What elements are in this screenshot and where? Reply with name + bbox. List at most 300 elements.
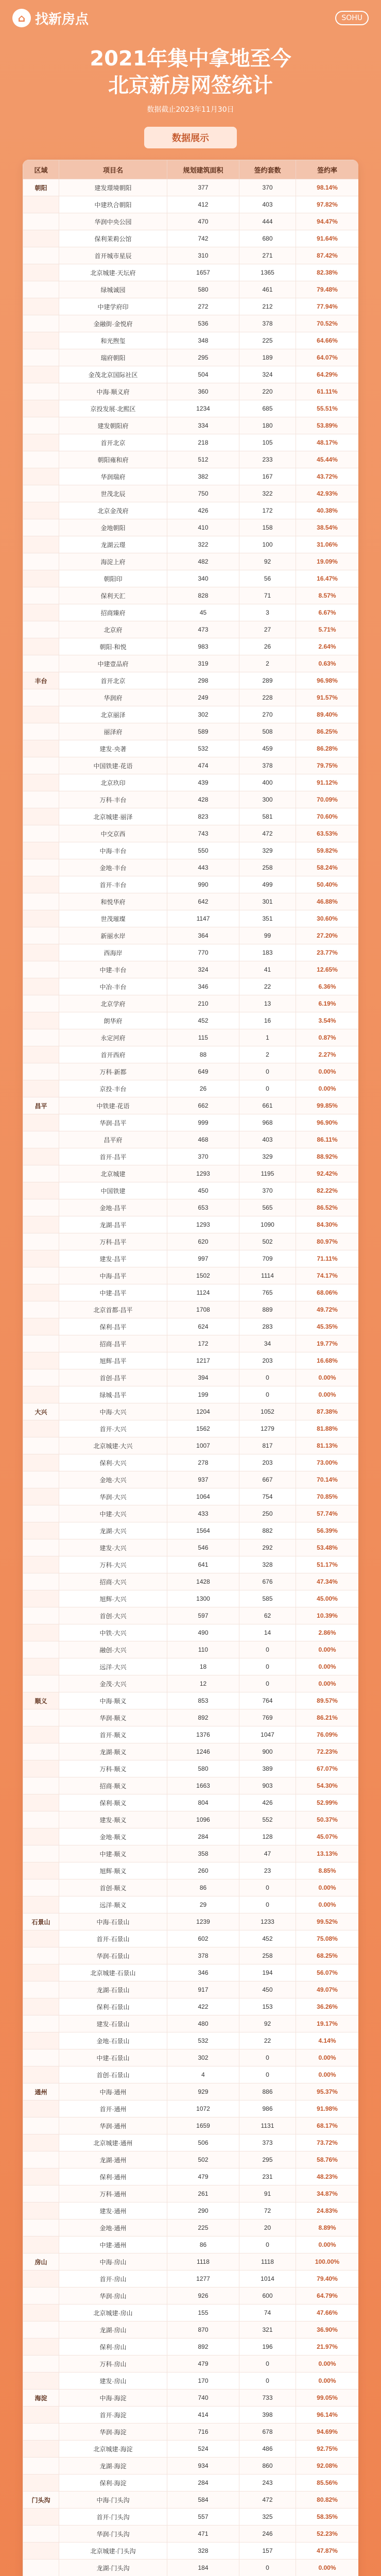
table-row (23, 978, 359, 995)
planned-area-cell: 937 (167, 1471, 239, 1488)
table-row (23, 536, 359, 553)
signing-rate-cell: 5.71% (296, 621, 359, 638)
planned-area-cell: 620 (167, 1233, 239, 1250)
region-cell (23, 1726, 59, 1743)
title-line-2: 北京新房网签统计 (108, 74, 273, 97)
signed-units-cell: 1114 (239, 1267, 296, 1284)
signing-rate-cell: 0.00% (296, 1080, 359, 1097)
table-row (23, 468, 359, 485)
signing-rate-cell: 51.17% (296, 1556, 359, 1573)
signing-rate-cell: 86.25% (296, 723, 359, 740)
table-row (23, 1233, 359, 1250)
planned-area-cell: 770 (167, 944, 239, 961)
project-name-cell: 首开·门头沟 (59, 2509, 167, 2526)
planned-area-cell: 322 (167, 536, 239, 553)
region-cell (23, 1930, 59, 1947)
signing-rate-cell: 86.21% (296, 1709, 359, 1726)
signed-units-cell: 817 (239, 1437, 296, 1454)
signing-rate-cell: 52.23% (296, 2526, 359, 2543)
signing-rate-cell: 72.23% (296, 1743, 359, 1760)
region-cell: 昌平 (23, 1097, 59, 1114)
signing-rate-cell: 45.07% (296, 1828, 359, 1845)
signing-rate-cell: 0.00% (296, 2560, 359, 2576)
table-row (23, 2406, 359, 2424)
col-project: 项目名 (59, 160, 167, 179)
region-cell (23, 468, 59, 485)
project-name-cell: 首创·大兴 (59, 1607, 167, 1624)
signing-rate-cell: 85.56% (296, 2475, 359, 2492)
table-row (23, 2270, 359, 2287)
region-cell (23, 978, 59, 995)
table-row (23, 179, 359, 196)
signed-units-cell: 1118 (239, 2253, 296, 2270)
signing-rate-cell: 43.72% (296, 468, 359, 485)
table-row (23, 1522, 359, 1539)
region-cell (23, 553, 59, 570)
project-name-cell: 华润中央公园 (59, 213, 167, 230)
table-row (23, 1386, 359, 1403)
signed-units-cell: 0 (239, 1896, 296, 1913)
planned-area-cell: 1072 (167, 2100, 239, 2117)
signed-units-cell: 0 (239, 1879, 296, 1896)
project-name-cell: 万科·新都 (59, 1063, 167, 1080)
project-name-cell: 中海·海淀 (59, 2389, 167, 2406)
table-row (23, 757, 359, 774)
tab-data-display[interactable]: 数据展示 (144, 127, 237, 148)
region-cell (23, 1301, 59, 1318)
signing-rate-cell: 45.44% (296, 451, 359, 468)
table-row (23, 502, 359, 519)
planned-area-cell: 328 (167, 2543, 239, 2560)
table-row (23, 1675, 359, 1692)
table-row (23, 876, 359, 893)
signed-units-cell: 99 (239, 927, 296, 944)
table-row (23, 2441, 359, 2458)
region-cell (23, 366, 59, 383)
signed-units-cell: 426 (239, 1794, 296, 1811)
signed-units-cell: 900 (239, 1743, 296, 1760)
signed-units-cell: 47 (239, 1845, 296, 1862)
region-cell (23, 1675, 59, 1692)
project-name-cell: 中国铁建 (59, 1182, 167, 1199)
signing-rate-cell: 58.24% (296, 859, 359, 876)
planned-area-cell: 926 (167, 2287, 239, 2304)
signed-units-cell: 398 (239, 2406, 296, 2424)
planned-area-cell: 602 (167, 1930, 239, 1947)
project-name-cell: 金地·丰台 (59, 859, 167, 876)
planned-area-cell: 261 (167, 2185, 239, 2202)
planned-area-cell: 45 (167, 604, 239, 621)
planned-area-cell: 4 (167, 2066, 239, 2083)
signing-rate-cell: 84.30% (296, 1216, 359, 1233)
signed-units-cell: 105 (239, 434, 296, 451)
project-name-cell: 金茂·大兴 (59, 1675, 167, 1692)
table-header (23, 160, 359, 179)
signed-units-cell: 321 (239, 2321, 296, 2338)
signing-rate-cell: 13.13% (296, 1845, 359, 1862)
signing-rate-cell: 58.35% (296, 2509, 359, 2526)
project-name-cell: 万科·大兴 (59, 1556, 167, 1573)
table-row (23, 1420, 359, 1437)
project-name-cell: 金茂北京国际社区 (59, 366, 167, 383)
region-cell (23, 570, 59, 587)
planned-area-cell: 823 (167, 808, 239, 825)
signing-rate-cell: 70.60% (296, 808, 359, 825)
table-row (23, 1573, 359, 1590)
region-cell (23, 1148, 59, 1165)
table-row (23, 1352, 359, 1369)
table-row (23, 2168, 359, 2185)
table-row (23, 383, 359, 400)
region-cell (23, 196, 59, 213)
region-cell (23, 1760, 59, 1777)
table-row (23, 2321, 359, 2338)
project-name-cell: 北京城建 (59, 1165, 167, 1182)
planned-area-cell: 225 (167, 2219, 239, 2236)
planned-area-cell: 557 (167, 2509, 239, 2526)
region-cell (23, 842, 59, 859)
signing-rate-cell: 56.07% (296, 1964, 359, 1981)
signed-units-cell: 765 (239, 1284, 296, 1301)
table-row (23, 230, 359, 247)
planned-area-cell: 382 (167, 468, 239, 485)
signed-units-cell: 225 (239, 332, 296, 349)
table-row (23, 264, 359, 281)
table-row (23, 349, 359, 366)
brand-logo[interactable] (12, 9, 89, 28)
region-cell (23, 281, 59, 298)
table-row (23, 2100, 359, 2117)
project-name-cell: 中建玖合朝阳 (59, 196, 167, 213)
project-name-cell: 首开·顺义 (59, 1726, 167, 1743)
signed-units-cell: 508 (239, 723, 296, 740)
region-cell (23, 2066, 59, 2083)
signed-units-cell: 1052 (239, 1403, 296, 1420)
signed-units-cell: 764 (239, 1692, 296, 1709)
region-cell (23, 1590, 59, 1607)
region-cell: 顺义 (23, 1692, 59, 1709)
signed-units-cell: 0 (239, 1641, 296, 1658)
signing-rate-cell: 53.48% (296, 1539, 359, 1556)
planned-area-cell: 1428 (167, 1573, 239, 1590)
table-row (23, 723, 359, 740)
signing-rate-cell: 8.57% (296, 587, 359, 604)
signed-units-cell: 754 (239, 1488, 296, 1505)
table-row (23, 2151, 359, 2168)
region-cell (23, 536, 59, 553)
project-name-cell: 首开城市星辰 (59, 247, 167, 264)
region-cell (23, 774, 59, 791)
project-name-cell: 绿城·昌平 (59, 1386, 167, 1403)
project-name-cell: 金地·昌平 (59, 1199, 167, 1216)
region-cell (23, 2441, 59, 2458)
planned-area-cell: 740 (167, 2389, 239, 2406)
region-cell (23, 2032, 59, 2049)
planned-area-cell: 298 (167, 672, 239, 689)
signing-rate-cell: 57.74% (296, 1505, 359, 1522)
region-cell (23, 1369, 59, 1386)
project-name-cell: 建发·昌平 (59, 1250, 167, 1267)
signed-units-cell: 328 (239, 1556, 296, 1573)
table-row (23, 893, 359, 910)
planned-area-cell: 1007 (167, 1437, 239, 1454)
signed-units-cell: 0 (239, 2560, 296, 2576)
table-row (23, 689, 359, 706)
region-cell (23, 1658, 59, 1675)
project-name-cell: 中海·房山 (59, 2253, 167, 2270)
signing-rate-cell: 86.11% (296, 1131, 359, 1148)
signed-units-cell: 0 (239, 1675, 296, 1692)
planned-area-cell: 394 (167, 1369, 239, 1386)
planned-area-cell: 502 (167, 2151, 239, 2168)
signing-rate-cell: 79.40% (296, 2270, 359, 2287)
signed-units-cell: 461 (239, 281, 296, 298)
planned-area-cell: 597 (167, 1607, 239, 1624)
region-cell (23, 2526, 59, 2543)
table-row (23, 1318, 359, 1335)
project-name-cell: 首开·昌平 (59, 1148, 167, 1165)
table-row (23, 1811, 359, 1828)
region-cell (23, 332, 59, 349)
region-cell (23, 1947, 59, 1964)
signing-rate-cell: 0.00% (296, 1386, 359, 1403)
signing-rate-cell: 27.20% (296, 927, 359, 944)
signing-rate-cell: 48.23% (296, 2168, 359, 2185)
signing-rate-cell: 76.09% (296, 1726, 359, 1743)
project-name-cell: 建发朝阳府 (59, 417, 167, 434)
signed-units-cell: 258 (239, 1947, 296, 1964)
signed-units-cell: 2 (239, 1046, 296, 1063)
signing-rate-cell: 99.52% (296, 1913, 359, 1930)
planned-area-cell: 584 (167, 2492, 239, 2509)
signing-rate-cell: 0.87% (296, 1029, 359, 1046)
planned-area-cell: 1502 (167, 1267, 239, 1284)
signed-units-cell: 680 (239, 230, 296, 247)
table-row (23, 366, 359, 383)
table-row (23, 2372, 359, 2389)
planned-area-cell: 319 (167, 655, 239, 672)
planned-area-cell: 184 (167, 2560, 239, 2576)
planned-area-cell: 662 (167, 1097, 239, 1114)
signing-rate-cell: 8.85% (296, 1862, 359, 1879)
signed-units-cell: 1047 (239, 1726, 296, 1743)
signed-units-cell: 2 (239, 655, 296, 672)
project-name-cell: 首开北京 (59, 434, 167, 451)
planned-area-cell: 410 (167, 519, 239, 536)
region-cell (23, 519, 59, 536)
signed-units-cell: 370 (239, 179, 296, 196)
project-name-cell: 中建·昌平 (59, 1284, 167, 1301)
signed-units-cell: 167 (239, 468, 296, 485)
signing-rate-cell: 4.14% (296, 2032, 359, 2049)
signing-rate-cell: 50.40% (296, 876, 359, 893)
planned-area-cell: 468 (167, 1131, 239, 1148)
planned-area-cell: 412 (167, 196, 239, 213)
project-name-cell: 和悦华府 (59, 893, 167, 910)
region-cell (23, 2475, 59, 2492)
region-cell (23, 1539, 59, 1556)
project-name-cell: 中海·顺义 (59, 1692, 167, 1709)
project-name-cell: 招商·大兴 (59, 1573, 167, 1590)
region-cell (23, 723, 59, 740)
project-name-cell: 朝阳雍和府 (59, 451, 167, 468)
region-cell: 通州 (23, 2083, 59, 2100)
col-signing-rate: 签约率 (296, 160, 359, 179)
table-row (23, 1029, 359, 1046)
table-row (23, 196, 359, 213)
planned-area-cell: 532 (167, 740, 239, 757)
signing-rate-cell: 96.90% (296, 1114, 359, 1131)
project-name-cell: 中海·石景山 (59, 1913, 167, 1930)
planned-area-cell: 853 (167, 1692, 239, 1709)
signed-units-cell: 678 (239, 2424, 296, 2441)
signing-rate-cell: 0.00% (296, 1658, 359, 1675)
signing-rate-cell: 47.66% (296, 2304, 359, 2321)
region-cell (23, 1794, 59, 1811)
region-cell (23, 230, 59, 247)
region-cell (23, 1709, 59, 1726)
table-row (23, 2236, 359, 2253)
planned-area-cell: 284 (167, 2475, 239, 2492)
region-cell (23, 434, 59, 451)
region-cell (23, 1114, 59, 1131)
signing-rate-cell: 0.00% (296, 1369, 359, 1386)
signing-table (23, 160, 358, 2576)
planned-area-cell: 346 (167, 978, 239, 995)
signing-rate-cell: 19.77% (296, 1335, 359, 1352)
region-cell (23, 1573, 59, 1590)
project-name-cell: 北京学府 (59, 995, 167, 1012)
planned-area-cell: 428 (167, 791, 239, 808)
signed-units-cell: 676 (239, 1573, 296, 1590)
signed-units-cell: 289 (239, 672, 296, 689)
signing-rate-cell: 73.72% (296, 2134, 359, 2151)
planned-area-cell: 479 (167, 2168, 239, 2185)
project-name-cell: 远洋·大兴 (59, 1658, 167, 1675)
project-name-cell: 北京城建·房山 (59, 2304, 167, 2321)
region-cell (23, 1879, 59, 1896)
signing-rate-cell: 45.35% (296, 1318, 359, 1335)
signing-rate-cell: 64.66% (296, 332, 359, 349)
signed-units-cell: 158 (239, 519, 296, 536)
planned-area-cell: 828 (167, 587, 239, 604)
project-name-cell: 中建学府印 (59, 298, 167, 315)
table-row (23, 927, 359, 944)
table-row (23, 2253, 359, 2270)
project-name-cell: 北京城建·海淀 (59, 2441, 167, 2458)
planned-area-cell: 414 (167, 2406, 239, 2424)
planned-area-cell: 480 (167, 2015, 239, 2032)
table-row (23, 621, 359, 638)
project-name-cell: 世茂北辰 (59, 485, 167, 502)
region-cell (23, 2270, 59, 2287)
table-row (23, 2424, 359, 2441)
table-row (23, 1794, 359, 1811)
signed-units-cell: 886 (239, 2083, 296, 2100)
signing-rate-cell: 70.09% (296, 791, 359, 808)
project-name-cell: 首开西府 (59, 1046, 167, 1063)
signing-rate-cell: 0.00% (296, 2049, 359, 2066)
project-name-cell: 建发·央著 (59, 740, 167, 757)
table-row (23, 1828, 359, 1845)
table-row (23, 1879, 359, 1896)
region-cell (23, 2458, 59, 2475)
region-cell (23, 1165, 59, 1182)
project-name-cell: 招商·昌平 (59, 1335, 167, 1352)
signed-units-cell: 552 (239, 1811, 296, 1828)
planned-area-cell: 210 (167, 995, 239, 1012)
signed-units-cell: 128 (239, 1828, 296, 1845)
signed-units-cell: 329 (239, 842, 296, 859)
signed-units-cell: 889 (239, 1301, 296, 1318)
signing-rate-cell: 0.00% (296, 2355, 359, 2372)
table-row (23, 1488, 359, 1505)
region-cell (23, 1284, 59, 1301)
signed-units-cell: 0 (239, 1386, 296, 1403)
signing-rate-cell: 73.00% (296, 1454, 359, 1471)
planned-area-cell: 12 (167, 1675, 239, 1692)
table-row (23, 315, 359, 332)
project-name-cell: 华润·海淀 (59, 2424, 167, 2441)
project-name-cell: 世茂璀璨 (59, 910, 167, 927)
signing-rate-cell: 94.69% (296, 2424, 359, 2441)
project-name-cell: 朝阳印 (59, 570, 167, 587)
table-row (23, 298, 359, 315)
signing-rate-cell: 100.00% (296, 2253, 359, 2270)
planned-area-cell: 934 (167, 2458, 239, 2475)
signed-units-cell: 378 (239, 757, 296, 774)
region-cell (23, 859, 59, 876)
project-name-cell: 首开北京 (59, 672, 167, 689)
signed-units-cell: 220 (239, 383, 296, 400)
signing-rate-cell: 99.05% (296, 2389, 359, 2406)
signing-rate-cell: 64.29% (296, 366, 359, 383)
project-name-cell: 中冶·丰台 (59, 978, 167, 995)
project-name-cell: 中海·昌平 (59, 1267, 167, 1284)
signing-rate-cell: 6.67% (296, 604, 359, 621)
signing-rate-cell: 6.36% (296, 978, 359, 995)
table-row (23, 1131, 359, 1148)
project-name-cell: 中建·石景山 (59, 2049, 167, 2066)
region-cell (23, 1454, 59, 1471)
region-cell (23, 1964, 59, 1981)
planned-area-cell: 750 (167, 485, 239, 502)
planned-area-cell: 295 (167, 349, 239, 366)
signed-units-cell: 56 (239, 570, 296, 587)
planned-area-cell: 506 (167, 2134, 239, 2151)
signed-units-cell: 0 (239, 1369, 296, 1386)
project-name-cell: 中海·门头沟 (59, 2492, 167, 2509)
table-row (23, 1369, 359, 1386)
planned-area-cell: 473 (167, 621, 239, 638)
signed-units-cell: 0 (239, 1063, 296, 1080)
signing-rate-cell: 91.64% (296, 230, 359, 247)
project-name-cell: 龙湖·大兴 (59, 1522, 167, 1539)
region-cell (23, 2015, 59, 2032)
signing-rate-cell: 47.34% (296, 1573, 359, 1590)
table-row (23, 1182, 359, 1199)
project-name-cell: 保利天汇 (59, 587, 167, 604)
signed-units-cell: 585 (239, 1590, 296, 1607)
region-cell (23, 944, 59, 961)
region-cell (23, 2304, 59, 2321)
table-row (23, 2083, 359, 2100)
signed-units-cell: 324 (239, 366, 296, 383)
planned-area-cell: 360 (167, 383, 239, 400)
table-row (23, 859, 359, 876)
table-row (23, 774, 359, 791)
project-name-cell: 华润瑞府 (59, 468, 167, 485)
